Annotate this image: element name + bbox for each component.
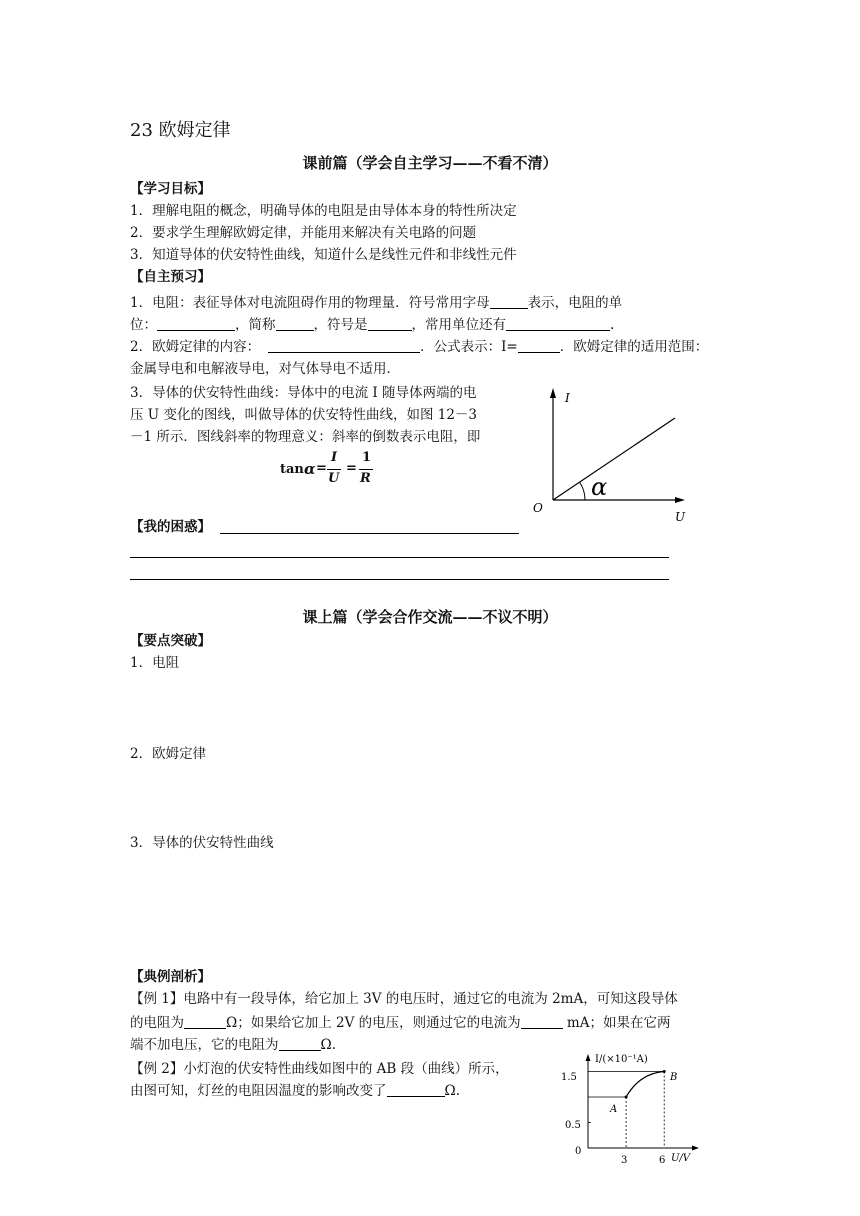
q3-line-1: 3．导体的伏安特性曲线：导体中的电流 I 随导体两端的电 — [130, 385, 477, 401]
q3-line-2: 压 U 变化的图线，叫做导体的伏安特性曲线，如图 12－3 — [130, 407, 478, 423]
goals-label: 【学习目标】 — [130, 181, 211, 197]
ex1-text-d: 端不加电压，它的电阻为 — [130, 1037, 279, 1053]
figure-iu-linear — [525, 382, 695, 524]
key-points-label: 【要点突破】 — [130, 633, 211, 649]
ex1-text-a: 的电阻为 — [130, 1015, 184, 1031]
example-1-line-3 — [130, 1034, 336, 1056]
page-title: 23 欧姆定律 — [130, 120, 231, 141]
fig2-ab-curve — [626, 1072, 664, 1098]
x-axis-arrow — [675, 497, 685, 503]
q2-line-1 — [130, 336, 708, 358]
examples-label: 【典例剖析】 — [130, 969, 211, 985]
fraction-bar-2 — [359, 469, 373, 470]
fig2-x-arrow — [692, 1146, 699, 1151]
fig2-point-a-label: A — [610, 1104, 618, 1115]
q2-text-a: 2．欧姆定律的内容： — [130, 339, 261, 355]
q2-blank-content — [268, 338, 420, 353]
q1-blank-short — [276, 316, 314, 331]
pre-class-heading: 课前篇（学会自主学习——不看不清） — [302, 154, 558, 172]
q1-line-2 — [130, 314, 614, 336]
preview-label: 【自主预习】 — [130, 269, 211, 285]
fig1-origin: O — [533, 501, 543, 515]
formula-tan: tan — [280, 462, 304, 477]
goal-item-1: 1．理解电阻的概念，明确导体的电阻是由导体本身的特性所决定 — [130, 203, 517, 219]
ex1-blank-current — [521, 1014, 563, 1029]
fraction-bar-1 — [327, 469, 341, 470]
goal-item-3: 3．知道导体的伏安特性曲线，知道什么是线性元件和非线性元件 — [130, 247, 517, 263]
fig1-x-label: U — [675, 510, 686, 524]
q1-text-g: . — [610, 317, 615, 333]
point-iv-curve: 3．导体的伏安特性曲线 — [130, 835, 274, 851]
formula-den-u: U — [328, 471, 340, 486]
fig2-ytick-0-5: 0.5 — [565, 1120, 581, 1131]
formula-den-r: R — [360, 471, 371, 486]
fig2-y-axis-label: I/(×10⁻¹A) — [595, 1054, 648, 1065]
angle-arc — [580, 482, 586, 500]
ex2-blank-change — [387, 1082, 445, 1097]
fig1-angle-alpha: α — [591, 473, 608, 501]
ex1-text-b: Ω；如果给它加上 2V 的电压，则通过它的电流为 — [226, 1015, 521, 1031]
example-2-line-1: 【例 2】小灯泡的伏安特性曲线如图中的 AB 段（曲线）所示， — [130, 1061, 509, 1077]
fig2-xtick-6: 6 — [659, 1155, 666, 1166]
example-1-line-2 — [130, 1012, 670, 1034]
confusion-label: 【我的困惑】 — [130, 519, 211, 535]
ex1-blank-zero-v — [279, 1036, 321, 1051]
fig2-ytick-0: 0 — [575, 1146, 582, 1157]
formula-eq-1: = — [316, 461, 327, 476]
q2-blank-formula — [518, 338, 560, 353]
goal-item-2: 2．要求学生理解欧姆定律，并能用来解决有关电路的问题 — [130, 225, 477, 241]
example-1-line-1: 【例 1】电路中有一段导体，给它加上 3V 的电压时，通过它的电流为 2mA，可知这段导体 — [130, 991, 678, 1007]
fig2-point-b — [663, 1070, 666, 1073]
fig2-x-axis-label: U/V — [671, 1153, 691, 1164]
linear-curve — [553, 418, 675, 500]
formula-num-1: 1 — [362, 450, 372, 465]
ex2-text-a: 由图可知，灯丝的电阻因温度的影响改变了 — [130, 1083, 387, 1099]
q1-blank-unit — [157, 316, 235, 331]
confusion-line-2 — [130, 557, 669, 558]
fig2-point-b-label: B — [670, 1072, 678, 1083]
confusion-line-1 — [220, 533, 519, 534]
q1-text-d: ，简称 — [235, 317, 276, 333]
chart-plot — [586, 1054, 700, 1151]
formula-num-i: I — [331, 450, 338, 465]
fig2-point-a — [625, 1096, 628, 1099]
q1-text-c: 位： — [130, 317, 157, 333]
ex1-blank-resistance — [184, 1014, 226, 1029]
figure-bulb-iv-chart — [555, 1050, 705, 1166]
fig2-ytick-1-5: 1.5 — [561, 1072, 577, 1083]
ex1-text-e: Ω. — [320, 1037, 336, 1053]
confusion-line-3 — [130, 579, 669, 580]
fig2-y-arrow — [586, 1054, 591, 1061]
q1-text-a: 1．电阻：表征导体对电流阻碍作用的物理量．符号常用字母 — [130, 295, 490, 311]
q1-line-1 — [130, 292, 622, 314]
formula-alpha: α — [304, 460, 316, 478]
ex1-text-c: mA；如果在它两 — [562, 1015, 671, 1031]
y-axis-arrow — [550, 388, 556, 398]
q1-text-f: ，常用单位还有 — [411, 317, 506, 333]
q1-blank-sym — [368, 316, 412, 331]
example-2-line-2 — [130, 1080, 460, 1102]
q3-line-3: －1 所示．图线斜率的物理意义：斜率的倒数表示电阻，即 — [130, 429, 481, 445]
q1-blank-other — [506, 316, 610, 331]
q1-blank-symbol — [490, 294, 528, 309]
q2-line-2: 金属导电和电解液导电，对气体导电不适用． — [130, 361, 400, 377]
q1-text-b: 表示，电阻的单 — [527, 295, 623, 311]
formula-eq-2: = — [346, 461, 357, 476]
fig1-y-label: I — [565, 391, 570, 405]
ex2-text-b: Ω. — [444, 1083, 460, 1099]
q2-text-c: ．欧姆定律的适用范围： — [559, 339, 709, 355]
point-ohms-law: 2．欧姆定律 — [130, 746, 207, 762]
formula-tan-alpha — [280, 450, 390, 492]
q2-text-b: ．公式表示：I= — [420, 339, 518, 355]
fig2-xtick-3: 3 — [621, 1155, 628, 1166]
in-class-heading: 课上篇（学会合作交流——不议不明） — [302, 608, 558, 626]
q1-text-e: ，符号是 — [313, 317, 368, 333]
point-resistance: 1．电阻 — [130, 655, 180, 671]
